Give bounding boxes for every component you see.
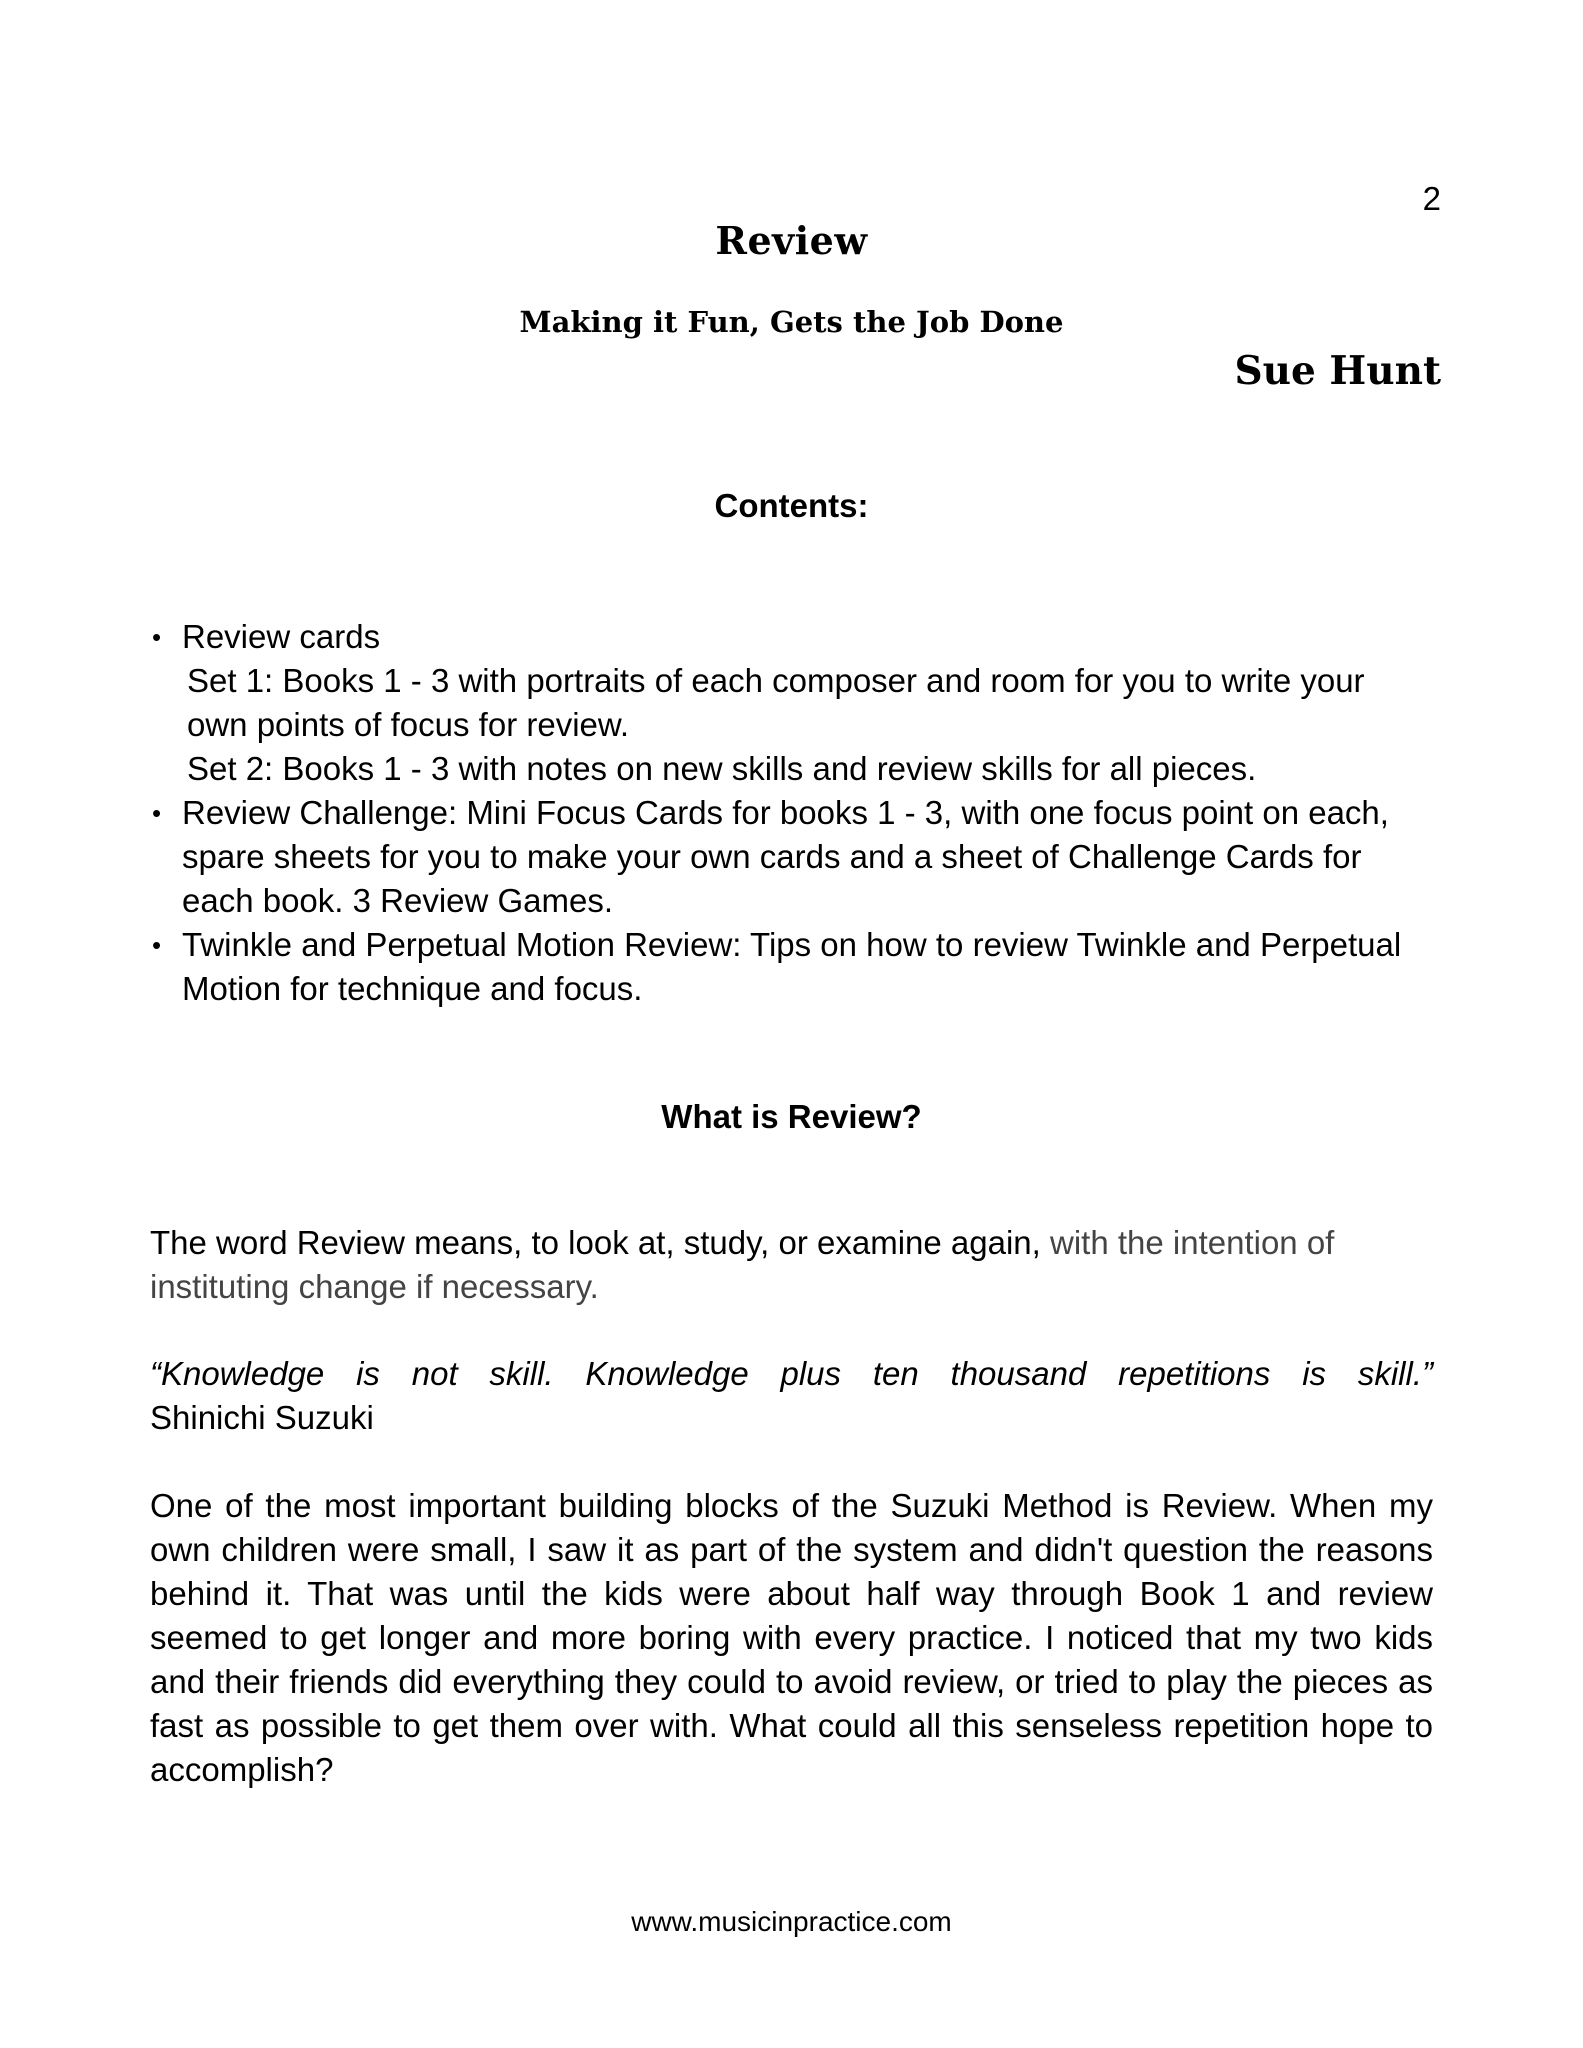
definition-tail: with the intention of instituting change if necessary.	[150, 1224, 1335, 1305]
definition-lead: The word Review means, to look at, study, or examine again,	[150, 1224, 1041, 1261]
contents-item-review-challenge: Review Challenge: Mini Focus Cards for books 1 - 3, with one focus point on each, spare sheets for you to make your own cards and a sheet of Challenge Cards for each book. 3 Review Games.	[182, 794, 1389, 919]
page-number: 2	[1422, 180, 1441, 217]
contents-list	[150, 615, 1433, 1011]
contents-item-review-cards: Review cards	[182, 618, 381, 655]
contents-set-1: Set 1: Books 1 - 3 with portraits of each composer and room for you to write your own points of focus for review.	[187, 662, 1365, 743]
suzuki-quote: “Knowledge is not skill. Knowledge plus ten thousand repetitions is skill.”	[150, 1355, 1433, 1392]
document-title: Review	[715, 218, 868, 263]
what-is-review-heading: What is Review?	[661, 1098, 922, 1135]
contents-set-2: Set 2: Books 1 - 3 with notes on new skills and review skills for all pieces.	[187, 750, 1257, 787]
body-paragraph: One of the most important building blocks of the Suzuki Method is Review. When my own children were small, I saw it as part of the system and didn't question the reasons behind it. That was until the kids were about half way through Book 1 and review seemed to get longer and more boring with every practice. I noticed that my two kids and their friends did everything they could to avoid review, or tried to play the pieces as fast as possible to get them over with. What could all this senseless repetition hope to accomplish?	[150, 1487, 1433, 1788]
footer-url: www.musicinpractice.com	[631, 1906, 952, 1937]
list-item	[150, 923, 1433, 1011]
quote-author: Shinichi Suzuki	[150, 1399, 374, 1436]
list-item	[150, 791, 1433, 923]
author-name: Sue Hunt	[1234, 348, 1441, 394]
contents-item-twinkle-review: Twinkle and Perpetual Motion Review: Tips on how to review Twinkle and Perpetual Motion for technique and focus.	[182, 926, 1402, 1007]
contents-heading: Contents:	[714, 487, 869, 524]
definition-paragraph	[150, 1221, 1433, 1309]
document-subtitle: Making it Fun, Gets the Job Done	[519, 305, 1064, 339]
list-item	[150, 615, 1433, 791]
quote-block	[150, 1352, 1433, 1440]
